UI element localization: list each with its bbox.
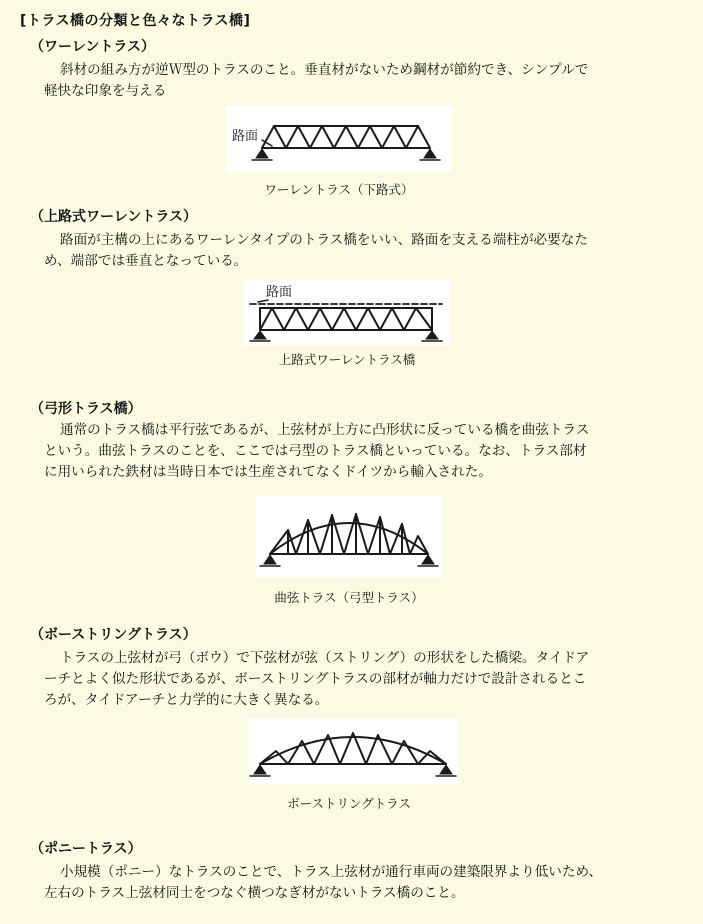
text-line: ろが、タイドアーチと力学的に大きく異なる。 — [44, 692, 329, 708]
section-text-bowed-truss — [44, 420, 684, 483]
road-label: 路面 — [232, 129, 259, 144]
text-line: トラスの上弦材が弓（ボウ）で下弦材が弦（ストリング）の形状をした橋梁。タイドア — [60, 650, 590, 666]
text-line: 左右のトラス上弦材同士をつなぐ横つなぎ材がないトラス橋のこと。 — [44, 885, 465, 901]
figure-caption-bowstring: ボーストリングトラス — [287, 796, 411, 811]
text-line: 小規模（ポニー）なトラスのことで、トラス上弦材が通行車両の建築限界より低いため、 — [60, 864, 603, 880]
warren-truss-drawing — [226, 106, 452, 172]
section-text-bowstring — [44, 648, 684, 711]
figure-curved-chord-truss — [256, 496, 442, 578]
text-line: という。曲弦トラスのことを、ここでは弓型のトラス橋といっている。なお、トラス部材 — [44, 443, 587, 459]
text-line: め、端部では垂直となっている。 — [44, 253, 248, 269]
text-line: 路面が主構の上にあるワーレンタイプのトラス橋をいい、路面を支える端柱が必要なた — [60, 232, 588, 248]
text-line: 通常のトラス橋は平行弦であるが、上弦材が上方に凸形状に反っている橋を曲弦トラス — [60, 422, 590, 438]
text-line: に用いられた鉄材は当時日本では生産されてなくドイツから輸入された。 — [44, 464, 492, 480]
section-title-bowed-truss: （弓形トラス橋） — [30, 401, 142, 417]
section-title-bowstring: （ボーストリングトラス） — [30, 627, 197, 643]
figure-bowstring-truss — [248, 718, 458, 784]
section-title-pony-truss: （ポニートラス） — [30, 841, 142, 857]
bowstring-truss-drawing — [248, 718, 458, 784]
section-text-warren — [44, 60, 684, 102]
section-title-warren: （ワーレントラス） — [30, 39, 155, 55]
section-text-pony-truss — [44, 862, 684, 904]
curved-chord-truss-drawing — [256, 496, 442, 578]
figure-caption-warren: ワーレントラス（下路式） — [264, 182, 414, 197]
text-line: 軽快な印象を与える — [44, 83, 167, 99]
figure-caption-deck-warren: 上路式ワーレントラス橋 — [278, 352, 416, 367]
page-heading: [トラス橋の分類と色々なトラス橋] — [20, 13, 251, 29]
deck-warren-truss-drawing — [244, 280, 450, 346]
road-label: 路面 — [266, 285, 293, 300]
figure-warren-truss — [226, 106, 452, 172]
section-title-deck-warren: （上路式ワーレントラス） — [30, 209, 197, 225]
figure-caption-curved-chord: 曲弦トラス（弓型トラス） — [274, 590, 424, 605]
text-line: ーチとよく似た形状であるが、ボーストリングトラスの部材が軸力だけで設計されるとこ — [44, 671, 587, 687]
section-text-deck-warren — [44, 230, 684, 272]
figure-deck-warren-truss — [244, 280, 450, 346]
text-line: 斜材の組み方が逆Ｗ型のトラスのこと。垂直材がないため鋼材が節約でき、シンプルで — [60, 62, 589, 78]
